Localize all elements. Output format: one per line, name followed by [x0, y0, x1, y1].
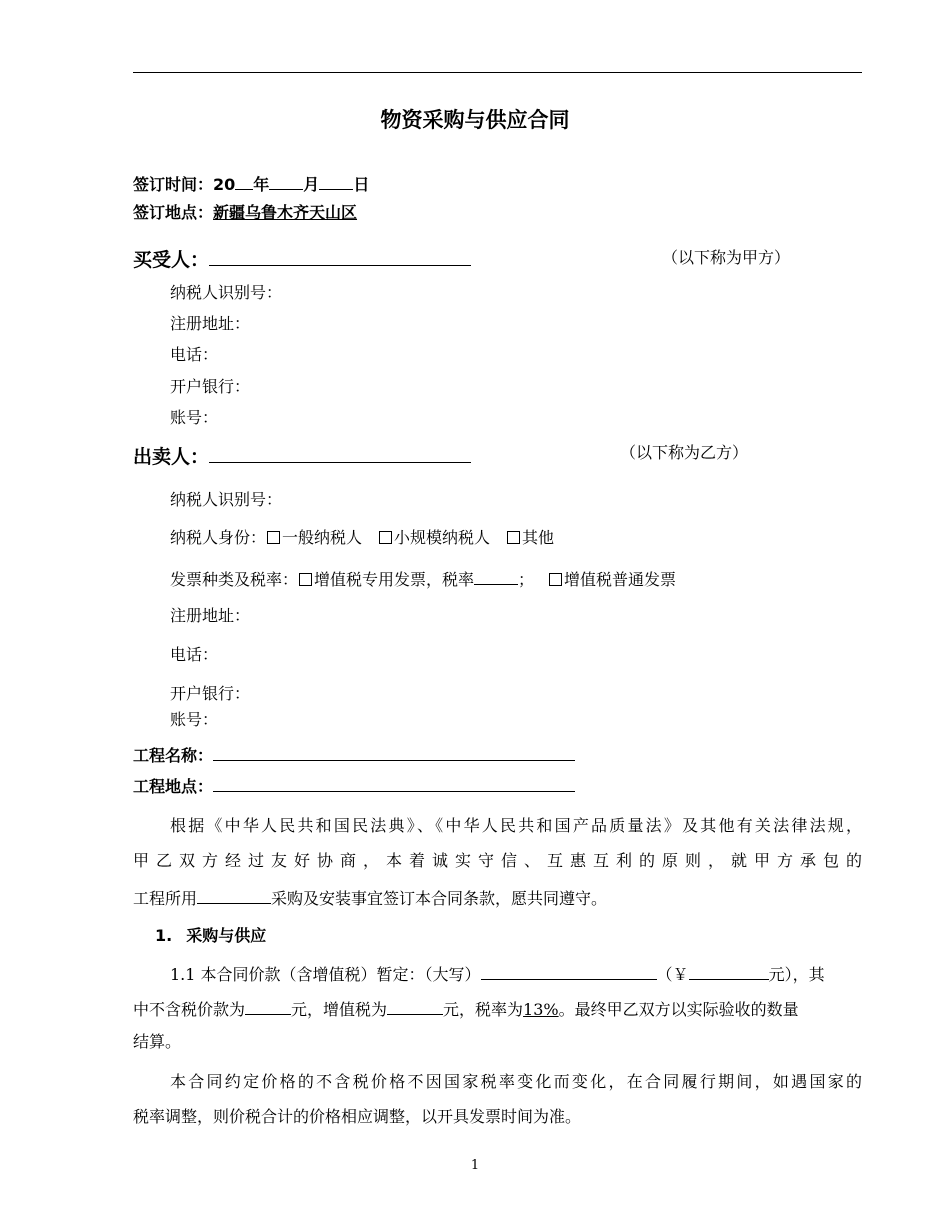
clause-1-1-b: （￥ — [656, 965, 689, 984]
clause-1-1-g: 。最终甲乙双方以实际验收的数量 — [558, 1000, 799, 1019]
buyer-label: 买受人： — [133, 249, 210, 271]
day-char: 日 — [353, 175, 370, 194]
project-name-blank — [213, 743, 575, 761]
sign-place-value: 新疆乌鲁木齐天山区 — [213, 203, 358, 222]
amount-uppercase-blank — [481, 962, 657, 980]
year-prefix: 20 — [213, 175, 236, 194]
clause-1-1-f: 元，税率为 — [443, 1000, 524, 1019]
sign-time-label: 签订时间： — [133, 175, 214, 194]
sign-place-line — [133, 203, 357, 223]
checkbox-vat-special[interactable] — [299, 573, 312, 586]
buyer-bank-label: 开户银行： — [170, 377, 251, 396]
seller-name-blank — [209, 442, 471, 463]
clause-1-1-e: 元，增值税为 — [291, 1000, 388, 1019]
seller-taxpayer-id-label: 纳税人识别号： — [170, 490, 283, 509]
buyer-account-label: 账号： — [170, 408, 219, 427]
checkbox-other[interactable] — [507, 531, 520, 544]
section-1-title: 采购与供应 — [186, 926, 267, 945]
clause-1-1-a: 1.1 本合同价款（含增值税）暂定：（大写） — [170, 965, 481, 984]
buyer-address-label: 注册地址： — [170, 314, 251, 333]
tax-rate-blank — [474, 567, 518, 585]
project-place-label: 工程地点： — [133, 777, 214, 796]
option-general-taxpayer: 一般纳税人 — [282, 528, 363, 547]
buyer-name-blank — [209, 245, 471, 266]
seller-identity-label: 纳税人身份： — [170, 528, 267, 547]
project-place-line — [133, 774, 575, 797]
project-place-blank — [213, 774, 575, 792]
clause-1-1-line-1 — [170, 962, 862, 985]
page-number: 1 — [470, 1158, 480, 1173]
invoice-separator: ； — [518, 570, 535, 589]
project-name-line — [133, 743, 575, 766]
sign-time-line — [133, 172, 369, 195]
month-blank — [269, 172, 303, 190]
seller-account-label: 账号： — [170, 710, 219, 729]
seller-phone-label: 电话： — [170, 645, 219, 664]
invoice-option-normal: 增值税普通发票 — [564, 570, 677, 589]
intro-line-2: 甲乙双方经过友好协商，本着诚实守信、互惠互利的原则，就甲方承包的 — [133, 851, 862, 870]
intro-line-1: 根据《中华人民共和国民法典》、《中华人民共和国产品质量法》及其他有关法律法规， — [170, 816, 862, 835]
buyer-line — [133, 245, 471, 270]
clause-1-1-c: 元），其 — [768, 965, 825, 984]
section-1-number: 1. — [155, 926, 173, 945]
year-char: 年 — [253, 175, 270, 194]
buyer-note: （以下称为甲方） — [662, 248, 791, 267]
intro-line-3 — [133, 886, 607, 909]
price-clause-line-2: 税率调整，则价税合计的价格相应调整，以开具发票时间为准。 — [133, 1107, 582, 1126]
seller-invoice-line — [170, 567, 676, 590]
seller-line — [133, 442, 471, 467]
project-name-label: 工程名称： — [133, 746, 214, 765]
section-1-heading — [155, 926, 266, 946]
clause-1-1-d: 中不含税价款为 — [133, 1000, 246, 1019]
clause-1-1-h: 结算。 — [133, 1032, 182, 1051]
intro-line-3a: 工程所用 — [133, 889, 198, 908]
day-blank — [319, 172, 353, 190]
amount-number-blank — [689, 962, 769, 980]
option-other: 其他 — [522, 528, 555, 547]
invoice-option-special: 增值税专用发票，税率 — [314, 570, 475, 589]
checkbox-vat-normal[interactable] — [549, 573, 562, 586]
intro-line-3b: 采购及安装事宜签订本合同条款，愿共同遵守。 — [271, 889, 608, 908]
tax-rate-value: 13% — [523, 1000, 559, 1019]
price-clause-line-1: 本合同约定价格的不含税价格不因国家税率变化而变化，在合同履行期间，如遇国家的 — [170, 1072, 862, 1091]
buyer-phone-label: 电话： — [170, 345, 219, 364]
vat-amount-blank — [387, 997, 443, 1015]
material-blank — [197, 886, 271, 904]
header-rule — [133, 72, 862, 73]
seller-bank-label: 开户银行： — [170, 684, 251, 703]
net-price-blank — [245, 997, 291, 1015]
seller-address-label: 注册地址： — [170, 606, 251, 625]
seller-label: 出卖人： — [133, 446, 210, 468]
month-char: 月 — [303, 175, 320, 194]
year-blank — [235, 172, 253, 190]
seller-note: （以下称为乙方） — [620, 443, 749, 462]
option-small-taxpayer: 小规模纳税人 — [394, 528, 491, 547]
contract-title: 物资采购与供应合同 — [380, 108, 570, 132]
buyer-taxpayer-id-label: 纳税人识别号： — [170, 283, 283, 302]
invoice-label: 发票种类及税率： — [170, 570, 299, 589]
seller-identity-line — [170, 528, 554, 548]
checkbox-general-taxpayer[interactable] — [267, 531, 280, 544]
clause-1-1-line-2 — [133, 997, 799, 1020]
sign-place-label: 签订地点： — [133, 203, 214, 222]
checkbox-small-taxpayer[interactable] — [379, 531, 392, 544]
